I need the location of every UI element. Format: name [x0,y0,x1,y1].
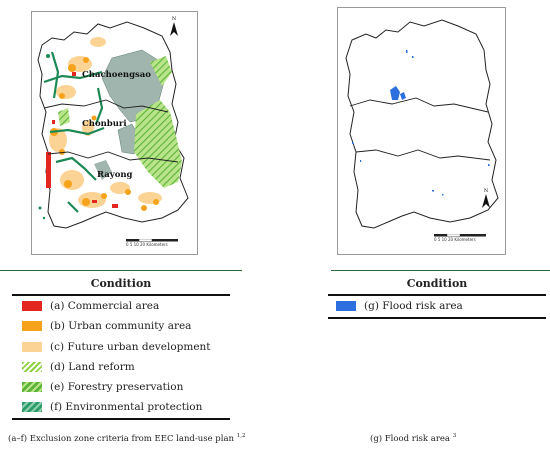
legend-rule-top [12,294,230,296]
city-label-chonburi: Chonburi [82,119,127,129]
city-label-chachoengsao: Chachoengsao [82,70,151,80]
legend-swatch-land-reform [22,362,42,372]
north-arrow-icon [481,194,491,208]
north-arrow: N [480,188,492,210]
scale-bar: 0 5 10 20 Kilometers [126,239,178,247]
north-arrow: N [168,16,180,38]
legend-item-flood-risk [336,297,463,315]
legend-item-label: (g) Flood risk area [364,300,463,312]
legend-rule-bottom [12,418,230,420]
legend-item-label: (f) Environmental protection [50,401,203,413]
caption-left-text: (a–f) Exclusion zone criteria from EEC land-use plan [8,433,235,444]
city-label-rayong: Rayong [97,170,133,180]
legend-swatch-future-urban [22,342,42,352]
legend-rule-top [328,294,546,296]
legend-item-label: (c) Future urban development [50,341,211,353]
legend-swatch-forestry [22,382,42,392]
legend-rule-bottom [328,317,546,319]
legend-item-label: (b) Urban community area [50,320,192,332]
legend-swatch-commercial [22,301,42,311]
caption-right [370,433,456,444]
legend-swatch-flood-risk [336,301,356,311]
province-boundary [346,20,498,228]
caption-left [8,433,245,444]
legend-header: Condition [90,277,152,290]
legend-swatch-environmental [22,402,42,412]
caption-left-reference: 1,2 [236,433,246,439]
caption-right-text: (g) Flood risk area [370,433,450,444]
north-arrow-icon [169,22,179,36]
section-divider [331,270,550,271]
land-use-map-graphic [32,12,197,254]
flood-risk-map [337,7,506,255]
legend-item-forestry [22,378,183,396]
legend-item-commercial [22,297,159,315]
section-divider [0,270,242,271]
caption-right-reference: 3 [452,433,457,439]
land-use-map [31,11,198,255]
legend-item-urban-community [22,317,191,335]
legend-item-land-reform [22,358,135,376]
legend-swatch-urban-community [22,321,42,331]
legend-header: Condition [406,277,468,290]
flood-risk-map-graphic [338,8,505,254]
legend-item-label: (d) Land reform [50,361,135,373]
legend-item-label: (e) Forestry preservation [50,381,184,393]
legend-item-future-urban [22,338,211,356]
legend-item-label: (a) Commercial area [50,300,160,312]
scale-bar: 0 5 10 20 Kilometers [434,234,486,242]
legend-item-environmental [22,398,202,416]
